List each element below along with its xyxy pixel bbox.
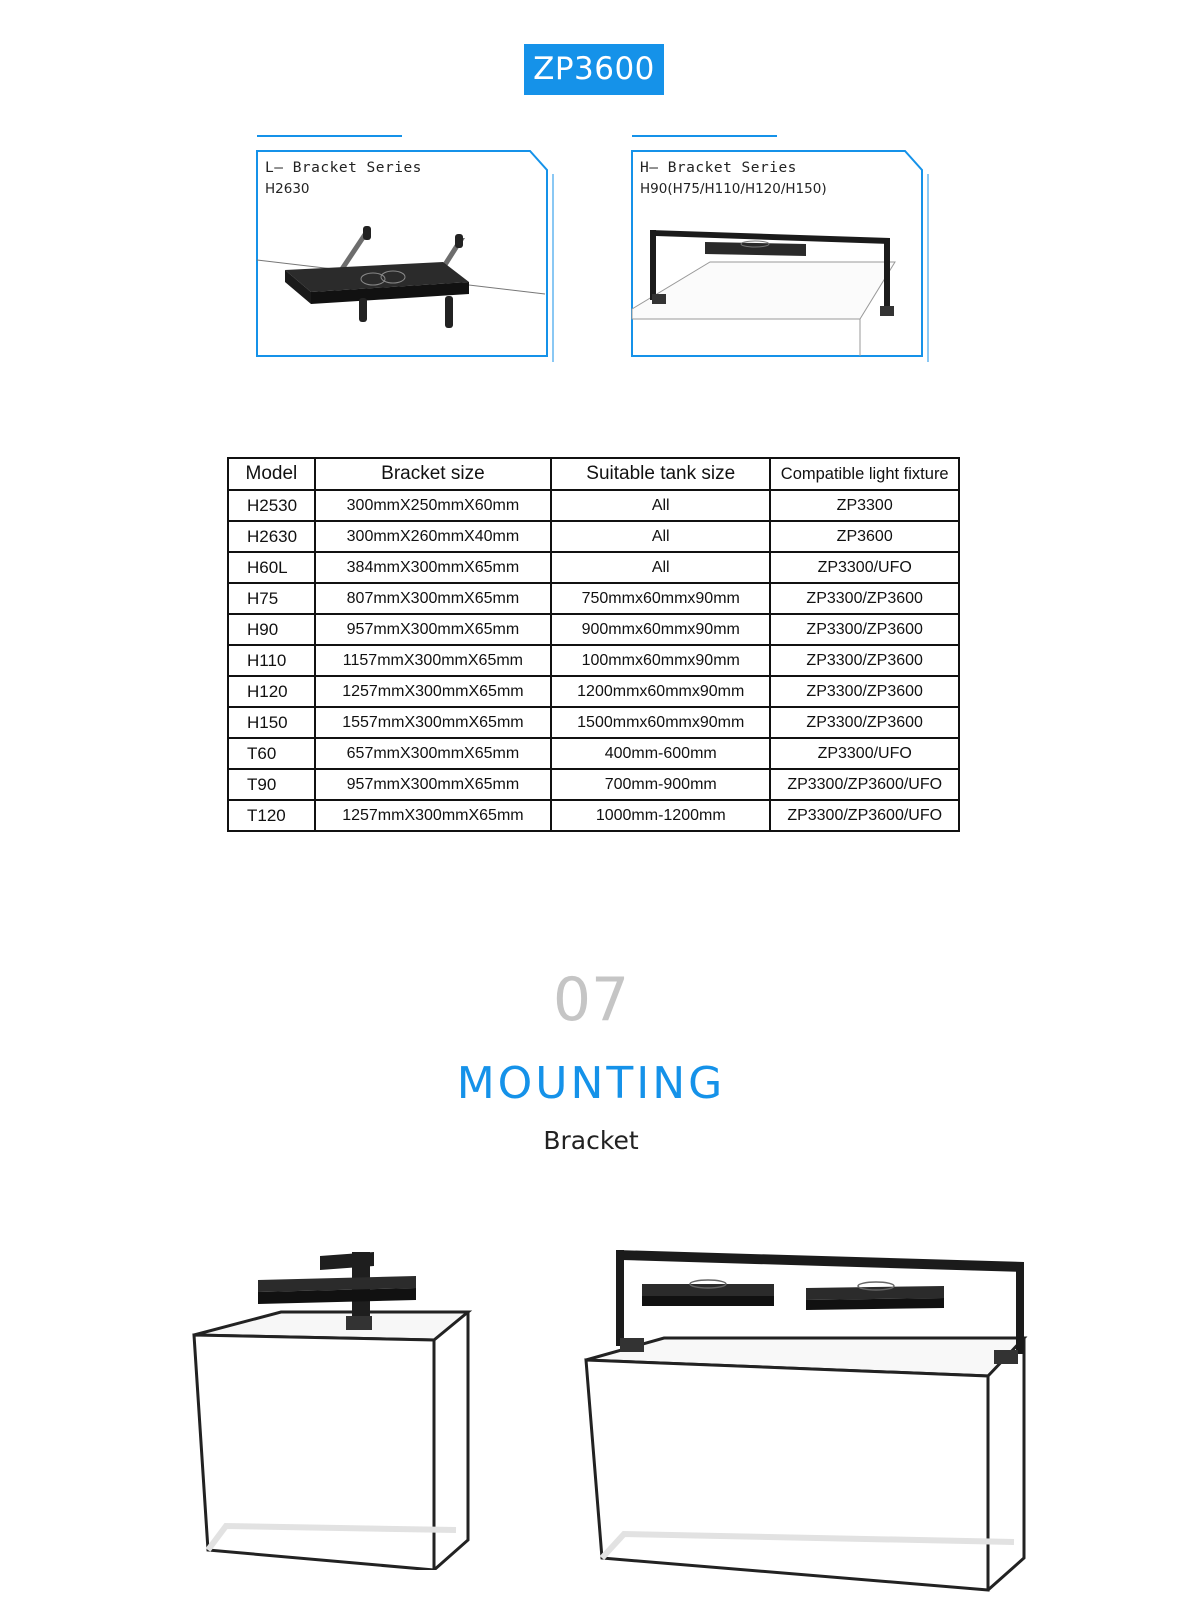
fixture-cell: ZP3300/ZP3600/UFO bbox=[770, 769, 959, 800]
table-row bbox=[228, 738, 959, 769]
table-row bbox=[228, 521, 959, 552]
header-model: Model bbox=[228, 458, 315, 490]
dual-light-h-bracket-on-tank bbox=[584, 1238, 1044, 1598]
section-number: 07 bbox=[552, 965, 630, 1035]
tank-size-cell: 750mmx60mmx90mm bbox=[551, 583, 770, 614]
header-bracket-size: Bracket size bbox=[315, 458, 551, 490]
table-row bbox=[228, 583, 959, 614]
model-cell: H2530 bbox=[228, 490, 315, 521]
bracket-spec-table bbox=[227, 457, 960, 832]
bracket-size-cell: 1157mmX300mmX65mm bbox=[315, 645, 551, 676]
fixture-cell: ZP3600 bbox=[770, 521, 959, 552]
model-badge: ZP3600 bbox=[524, 44, 664, 95]
l-bracket-card bbox=[255, 134, 555, 369]
fixture-cell: ZP3300/UFO bbox=[770, 738, 959, 769]
tank-size-cell: 900mmx60mmx90mm bbox=[551, 614, 770, 645]
model-cell: H60L bbox=[228, 552, 315, 583]
table-row bbox=[228, 800, 959, 831]
fixture-cell: ZP3300/ZP3600 bbox=[770, 645, 959, 676]
bracket-size-cell: 1557mmX300mmX65mm bbox=[315, 707, 551, 738]
tank-size-cell: 1500mmx60mmx90mm bbox=[551, 707, 770, 738]
h-bracket-card bbox=[630, 134, 930, 369]
table-row bbox=[228, 490, 959, 521]
model-cell: T60 bbox=[228, 738, 315, 769]
table-row bbox=[228, 645, 959, 676]
card-title: L— Bracket Series bbox=[265, 160, 422, 176]
section-subtitle: Bracket bbox=[543, 1126, 639, 1155]
bracket-size-cell: 300mmX260mmX40mm bbox=[315, 521, 551, 552]
fixture-cell: ZP3300 bbox=[770, 490, 959, 521]
model-cell: T120 bbox=[228, 800, 315, 831]
table-row bbox=[228, 676, 959, 707]
bracket-size-cell: 957mmX300mmX65mm bbox=[315, 769, 551, 800]
table-row bbox=[228, 552, 959, 583]
bracket-size-cell: 300mmX250mmX60mm bbox=[315, 490, 551, 521]
tank-size-cell: 700mm-900mm bbox=[551, 769, 770, 800]
tank-size-cell: All bbox=[551, 490, 770, 521]
table-row bbox=[228, 614, 959, 645]
fixture-cell: ZP3300/ZP3600 bbox=[770, 707, 959, 738]
table-row bbox=[228, 707, 959, 738]
bracket-size-cell: 1257mmX300mmX65mm bbox=[315, 676, 551, 707]
tank-size-cell: 1000mm-1200mm bbox=[551, 800, 770, 831]
table-header-row bbox=[228, 458, 959, 490]
tank-size-cell: All bbox=[551, 552, 770, 583]
fixture-cell: ZP3300/ZP3600 bbox=[770, 676, 959, 707]
model-cell: H110 bbox=[228, 645, 315, 676]
tank-size-cell: 100mmx60mmx90mm bbox=[551, 645, 770, 676]
tank-size-cell: All bbox=[551, 521, 770, 552]
card-subtitle: H2630 bbox=[265, 181, 310, 197]
fixture-cell: ZP3300/UFO bbox=[770, 552, 959, 583]
model-cell: H90 bbox=[228, 614, 315, 645]
l-bracket-light-on-tank-illustration bbox=[255, 134, 555, 369]
card-subtitle: H90(H75/H110/H120/H150) bbox=[640, 181, 827, 197]
bracket-size-cell: 657mmX300mmX65mm bbox=[315, 738, 551, 769]
fixture-cell: ZP3300/ZP3600/UFO bbox=[770, 800, 959, 831]
bracket-size-cell: 1257mmX300mmX65mm bbox=[315, 800, 551, 831]
tank-size-cell: 1200mmx60mmx90mm bbox=[551, 676, 770, 707]
bracket-size-cell: 384mmX300mmX65mm bbox=[315, 552, 551, 583]
header-tank-size: Suitable tank size bbox=[551, 458, 770, 490]
bracket-size-cell: 807mmX300mmX65mm bbox=[315, 583, 551, 614]
bracket-size-cell: 957mmX300mmX65mm bbox=[315, 614, 551, 645]
card-title: H— Bracket Series bbox=[640, 160, 797, 176]
model-cell: H150 bbox=[228, 707, 315, 738]
section-title: MOUNTING bbox=[456, 1058, 726, 1109]
single-light-l-bracket-on-tank bbox=[186, 1240, 486, 1570]
table-row bbox=[228, 769, 959, 800]
fixture-cell: ZP3300/ZP3600 bbox=[770, 614, 959, 645]
model-cell: T90 bbox=[228, 769, 315, 800]
fixture-cell: ZP3300/ZP3600 bbox=[770, 583, 959, 614]
model-cell: H2630 bbox=[228, 521, 315, 552]
header-compatible-fixture: Compatible light fixture bbox=[770, 458, 959, 490]
model-cell: H75 bbox=[228, 583, 315, 614]
tank-size-cell: 400mm-600mm bbox=[551, 738, 770, 769]
h-bracket-light-on-tank-illustration bbox=[630, 134, 930, 369]
model-cell: H120 bbox=[228, 676, 315, 707]
